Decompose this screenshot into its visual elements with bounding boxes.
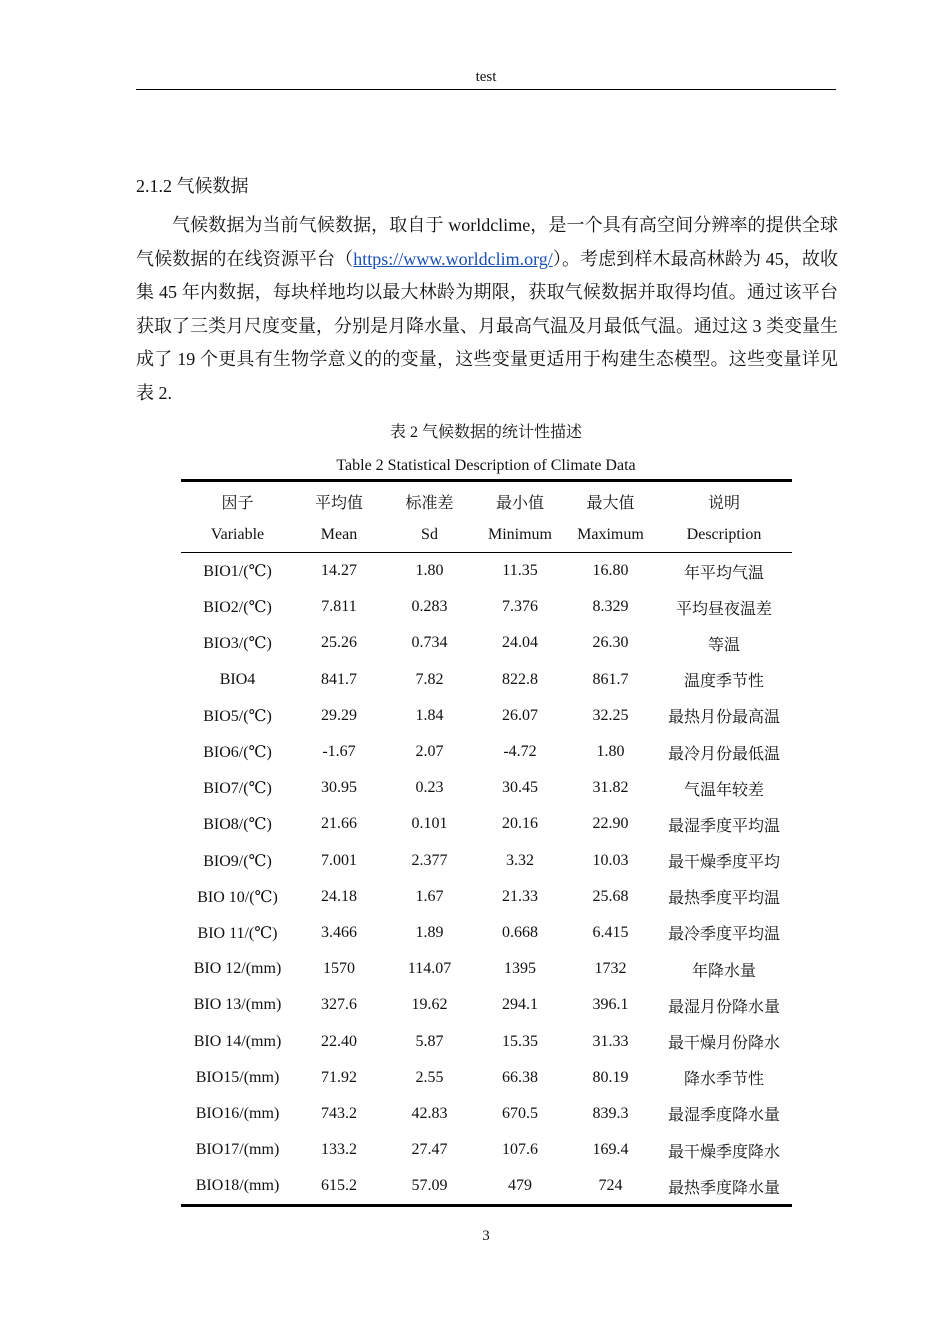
cell-sd: 57.09: [411, 1177, 448, 1195]
cell-variable: BIO15/(mm): [195, 1068, 280, 1086]
cell-description: 气温年较差: [683, 781, 764, 799]
cell-maximum: 839.3: [592, 1104, 629, 1122]
cell-mean: -1.67: [322, 743, 356, 761]
cell-variable: BIO 12/(mm): [193, 960, 282, 978]
cell-description: 降水季节性: [683, 1071, 764, 1089]
table-body: [181, 553, 792, 1206]
cell-description: 最湿月份降水量: [667, 998, 780, 1016]
header-maximum-en: Maximum: [565, 518, 656, 553]
cell-maximum: 31.82: [592, 779, 629, 797]
cell-sd: 0.23: [415, 779, 444, 797]
cell-description: 最热季度降水量: [667, 1179, 780, 1197]
cell-sd: 0.101: [411, 815, 448, 833]
table-row: [181, 662, 792, 698]
worldclim-link[interactable]: https://www.worldclim.org/: [353, 248, 553, 269]
header-maximum-cn: 最大值: [586, 494, 635, 512]
cell-sd: 2.55: [415, 1068, 444, 1086]
cell-mean: 7.001: [321, 851, 357, 869]
cell-maximum: 6.415: [592, 923, 629, 941]
cell-maximum: 8.329: [592, 598, 629, 616]
cell-description: 温度季节性: [683, 673, 764, 691]
cell-mean: 3.466: [321, 923, 357, 941]
cell-maximum: 1732: [594, 960, 627, 978]
header-sd-cn: 标准差: [405, 494, 454, 512]
cell-variable: BIO4: [219, 670, 256, 688]
cell-sd: 114.07: [407, 960, 452, 978]
table-row: [181, 1023, 792, 1059]
cell-mean: 615.2: [321, 1177, 357, 1195]
cell-maximum: 31.33: [592, 1032, 629, 1050]
cell-description: 平均昼夜温差: [675, 600, 772, 618]
cell-description: 最干燥月份降水: [667, 1035, 780, 1053]
cell-minimum: 21.33: [502, 887, 538, 905]
cell-minimum: 107.6: [502, 1141, 538, 1159]
cell-variable: BIO17/(mm): [195, 1141, 280, 1159]
cell-maximum: 861.7: [592, 670, 629, 688]
cell-mean: 29.29: [321, 706, 357, 724]
cell-mean: 7.811: [321, 598, 357, 616]
cell-mean: 22.40: [321, 1032, 357, 1050]
table-row: [181, 589, 792, 625]
header-sd-en: Sd: [384, 518, 475, 553]
header-mean-en: Mean: [294, 518, 384, 553]
cell-mean: 14.27: [321, 562, 357, 580]
table-header-row-cn: [181, 481, 792, 519]
cell-description: 年平均气温: [683, 564, 764, 582]
cell-maximum: 26.30: [592, 634, 629, 652]
cell-maximum: 724: [598, 1177, 623, 1195]
table-row: [181, 951, 792, 987]
table-row: [181, 625, 792, 661]
header-minimum-en: Minimum: [475, 518, 565, 553]
cell-variable: BIO 10/(℃): [197, 888, 278, 906]
section-heading: 2.1.2 气候数据: [136, 176, 249, 196]
cell-description: 最湿季度平均温: [667, 817, 780, 835]
cell-maximum: 396.1: [592, 996, 629, 1014]
page-number: 3: [482, 1228, 490, 1244]
header-mean-cn: 平均值: [314, 494, 363, 512]
table-row: [181, 698, 792, 734]
cell-maximum: 32.25: [592, 706, 629, 724]
header-description-cn: 说明: [707, 494, 740, 512]
cell-minimum: 30.45: [502, 779, 538, 797]
cell-mean: 327.6: [321, 996, 357, 1014]
header-minimum-cn: 最小值: [495, 494, 544, 512]
cell-maximum: 22.90: [592, 815, 629, 833]
cell-maximum: 80.19: [592, 1068, 629, 1086]
table-row: [181, 806, 792, 842]
cell-mean: 25.26: [321, 634, 357, 652]
cell-sd: 27.47: [411, 1141, 448, 1159]
cell-variable: BIO8/(℃): [203, 816, 272, 834]
header-divider: [136, 89, 836, 90]
page-header: test: [475, 69, 497, 85]
table-row: [181, 1096, 792, 1132]
table-row: [181, 1132, 792, 1168]
header-variable-en: Variable: [181, 518, 294, 553]
header-description-en: Description: [656, 518, 792, 553]
cell-variable: BIO18/(mm): [195, 1177, 280, 1195]
cell-variable: BIO9/(℃): [203, 852, 272, 870]
cell-sd: 1.84: [415, 706, 444, 724]
cell-minimum: 479: [508, 1177, 532, 1195]
cell-sd: 42.83: [411, 1104, 448, 1122]
table-caption-cn: 表 2 气候数据的统计性描述: [389, 424, 582, 441]
cell-variable: BIO 14/(mm): [193, 1032, 282, 1050]
cell-maximum: 25.68: [592, 887, 629, 905]
cell-description: 最湿季度降水量: [667, 1107, 780, 1125]
cell-description: 最冷月份最低温: [667, 745, 780, 763]
cell-sd: 0.283: [411, 598, 448, 616]
cell-maximum: 16.80: [592, 562, 629, 580]
table-row: [181, 843, 792, 879]
table-row: [181, 915, 792, 951]
cell-mean: 24.18: [321, 887, 357, 905]
cell-variable: BIO1/(℃): [203, 563, 272, 581]
cell-mean: 133.2: [321, 1141, 357, 1159]
cell-mean: 743.2: [321, 1104, 357, 1122]
cell-sd: 5.87: [415, 1032, 444, 1050]
table-row: [181, 987, 792, 1023]
cell-description: 等温: [707, 636, 740, 654]
table-row: [181, 1060, 792, 1096]
table-row: [181, 734, 792, 770]
cell-minimum: 1395: [504, 960, 536, 978]
cell-minimum: 20.16: [502, 815, 538, 833]
cell-minimum: 7.376: [502, 598, 538, 616]
cell-minimum: 11.35: [502, 562, 538, 580]
cell-minimum: 294.1: [502, 996, 538, 1014]
cell-sd: 0.734: [411, 634, 448, 652]
header-variable-cn: 因子: [221, 494, 254, 512]
cell-description: 最热季度平均温: [667, 890, 780, 908]
climate-data-table: [181, 479, 792, 1207]
cell-variable: BIO7/(℃): [203, 780, 272, 798]
cell-minimum: 66.38: [502, 1068, 538, 1086]
cell-mean: 21.66: [321, 815, 357, 833]
cell-sd: 1.67: [415, 887, 444, 905]
cell-minimum: 670.5: [502, 1104, 538, 1122]
cell-minimum: 15.35: [502, 1032, 538, 1050]
cell-variable: BIO 11/(℃): [197, 924, 278, 942]
cell-sd: 2.377: [411, 851, 448, 869]
cell-description: 最干燥季度平均: [667, 854, 780, 872]
body-paragraph: [136, 209, 838, 411]
paragraph-text-start: 气候数据为当前气候数据，取自于 worldclime，是一个具有高空间分辨率的提供全球气候数据的在线资源平台（: [136, 215, 838, 269]
cell-variable: BIO6/(℃): [203, 744, 272, 762]
cell-sd: 1.89: [415, 923, 444, 941]
cell-minimum: 3.32: [506, 851, 534, 869]
cell-sd: 7.82: [415, 670, 444, 688]
cell-minimum: 24.04: [502, 634, 538, 652]
cell-sd: 1.80: [415, 562, 444, 580]
cell-maximum: 169.4: [592, 1141, 629, 1159]
cell-variable: BIO3/(℃): [203, 635, 272, 653]
table-row: [181, 770, 792, 806]
cell-mean: 30.95: [321, 779, 357, 797]
cell-description: 最冷季度平均温: [667, 926, 780, 944]
cell-minimum: 822.8: [502, 670, 538, 688]
cell-mean: 71.92: [321, 1068, 357, 1086]
cell-maximum: 1.80: [596, 743, 625, 761]
cell-description: 最热月份最高温: [667, 709, 780, 727]
table-row: [181, 879, 792, 915]
cell-description: 最干燥季度降水: [667, 1143, 780, 1161]
cell-sd: 2.07: [415, 743, 444, 761]
cell-sd: 19.62: [411, 996, 448, 1014]
paragraph-text-end: ）。考虑到样木最高林龄为 45，故收集 45 年内数据，每块样地均以最大林龄为期限，获取气候数据并取得均值。通过该平台获取了三类月尺度变量，分别是月降水量、月最高气温及月最低气温。通过这 3 类变量生成了 19 个更具有生物学意义的的变量，这些变量更适用于构建生态模型。这些变量详见表 2.: [136, 248, 839, 403]
cell-mean: 841.7: [321, 670, 357, 688]
cell-maximum: 10.03: [592, 851, 629, 869]
cell-description: 年降水量: [691, 962, 756, 980]
cell-minimum: 26.07: [502, 706, 538, 724]
table-row: [181, 1168, 792, 1206]
cell-variable: BIO16/(mm): [195, 1104, 280, 1122]
cell-minimum: -4.72: [503, 743, 537, 761]
table-row: [181, 553, 792, 590]
cell-mean: 1570: [323, 960, 355, 978]
table-header-row-en: [181, 518, 792, 553]
cell-variable: BIO2/(℃): [203, 599, 272, 617]
table-caption-en: Table 2 Statistical Description of Climate Data: [336, 457, 636, 474]
cell-variable: BIO5/(℃): [203, 707, 272, 725]
cell-variable: BIO 13/(mm): [193, 996, 282, 1014]
cell-minimum: 0.668: [502, 923, 538, 941]
